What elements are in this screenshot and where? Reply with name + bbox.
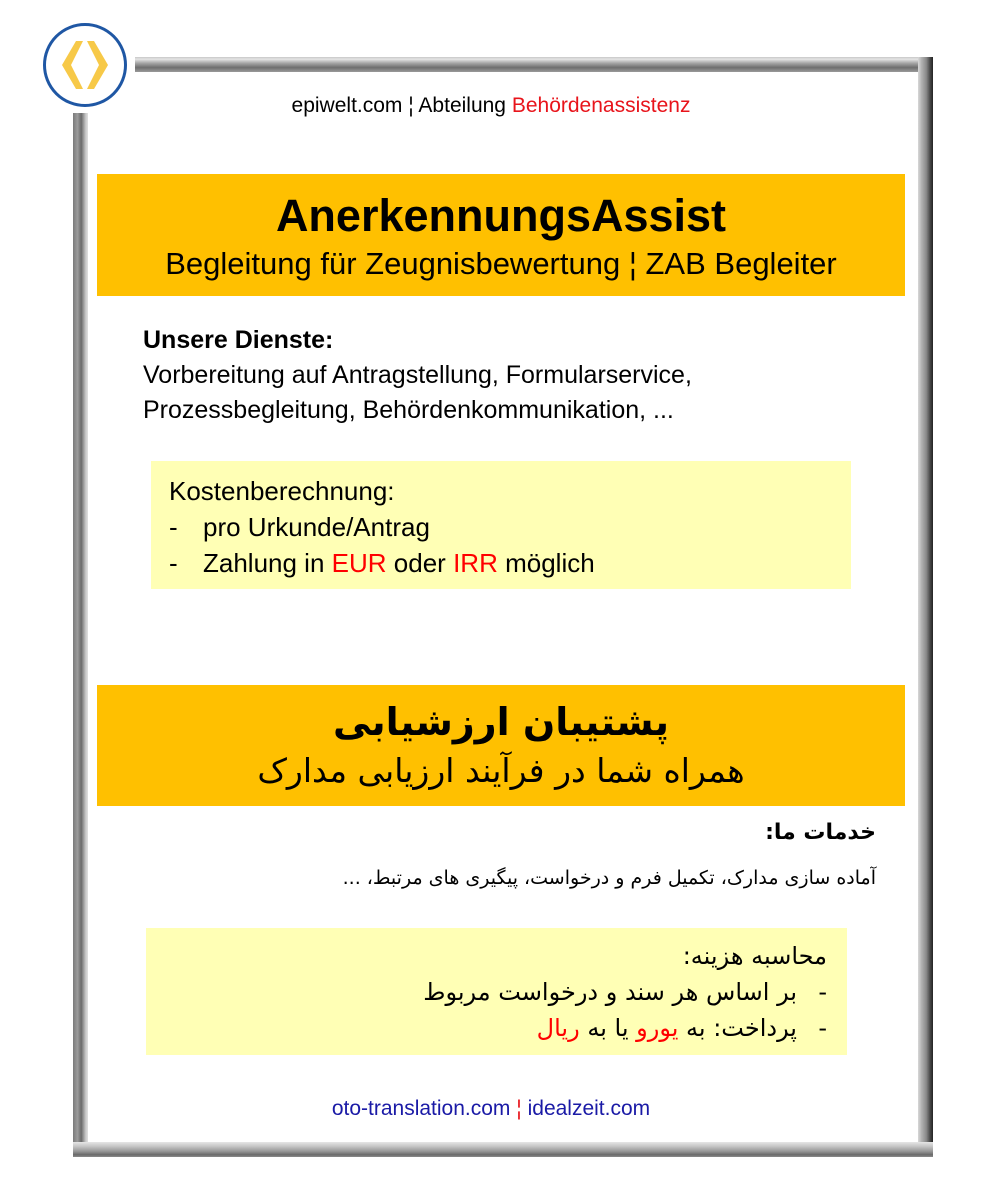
persian-services-body: آماده سازی مدارک، تکمیل فرم و درخواست، پیگیری های مرتبط، ... <box>342 867 876 889</box>
footer-separator: ¦ <box>516 1097 522 1120</box>
footer-link-oto-translation[interactable]: oto-translation.com <box>331 1097 511 1120</box>
bullet-dash: - <box>169 548 178 578</box>
footer <box>0 1097 982 1121</box>
code-brackets-icon <box>46 26 124 104</box>
persian-title: پشتیبان ارزشیابی <box>332 700 670 744</box>
persian-services <box>343 816 876 893</box>
frame-right <box>918 57 933 1157</box>
german-cost-box <box>151 461 851 589</box>
department-header <box>0 94 982 118</box>
separator: ¦ <box>408 94 414 117</box>
german-title-banner <box>97 174 905 296</box>
german-cost-item-2: - Zahlung in EUR oder IRR möglich <box>169 545 851 581</box>
persian-cost-item-2: -پرداخت: به یورو یا به ریال <box>146 1010 827 1046</box>
currency-rial: ریال <box>536 1014 580 1042</box>
currency-irr: IRR <box>453 548 498 578</box>
footer-link-idealzeit[interactable]: idealzeit.com <box>527 1097 651 1120</box>
german-services <box>143 323 692 428</box>
currency-eur: EUR <box>331 548 387 578</box>
german-subtitle: Begleitung für Zeugnisbewertung ¦ ZAB Begleiter <box>165 246 837 281</box>
frame-bottom <box>73 1142 933 1157</box>
bullet-dash: - <box>818 1014 827 1042</box>
german-cost-item-1: - pro Urkunde/Antrag <box>169 509 851 545</box>
currency-euro: یورو <box>636 1014 679 1042</box>
persian-cost-box <box>146 928 847 1055</box>
persian-subtitle: همراه شما در فرآیند ارزیابی مدارک <box>257 751 745 790</box>
german-title: AnerkennungsAssist <box>275 190 727 241</box>
frame-top <box>135 57 933 72</box>
bullet-dash: - <box>818 978 827 1006</box>
department-prefix: Abteilung <box>418 94 506 117</box>
german-cost-heading: Kostenberechnung: <box>169 476 395 506</box>
german-services-line-1: Vorbereitung auf Antragstellung, Formularservice, <box>143 361 692 389</box>
german-services-line-2: Prozessbegleitung, Behördenkommunikation, ... <box>143 396 674 424</box>
german-services-heading: Unsere Dienste: <box>143 326 334 354</box>
persian-title-banner <box>97 685 905 806</box>
persian-cost-item-1: -بر اساس هر سند و درخواست مربوط <box>146 974 827 1010</box>
frame-left <box>73 113 88 1157</box>
department-name: Behördenassistenz <box>511 94 691 117</box>
persian-services-heading: خدمات ما: <box>765 820 876 845</box>
site-link[interactable]: epiwelt.com <box>291 94 403 117</box>
bullet-dash: - <box>169 512 178 542</box>
persian-cost-heading: محاسبه هزینه: <box>682 942 827 970</box>
